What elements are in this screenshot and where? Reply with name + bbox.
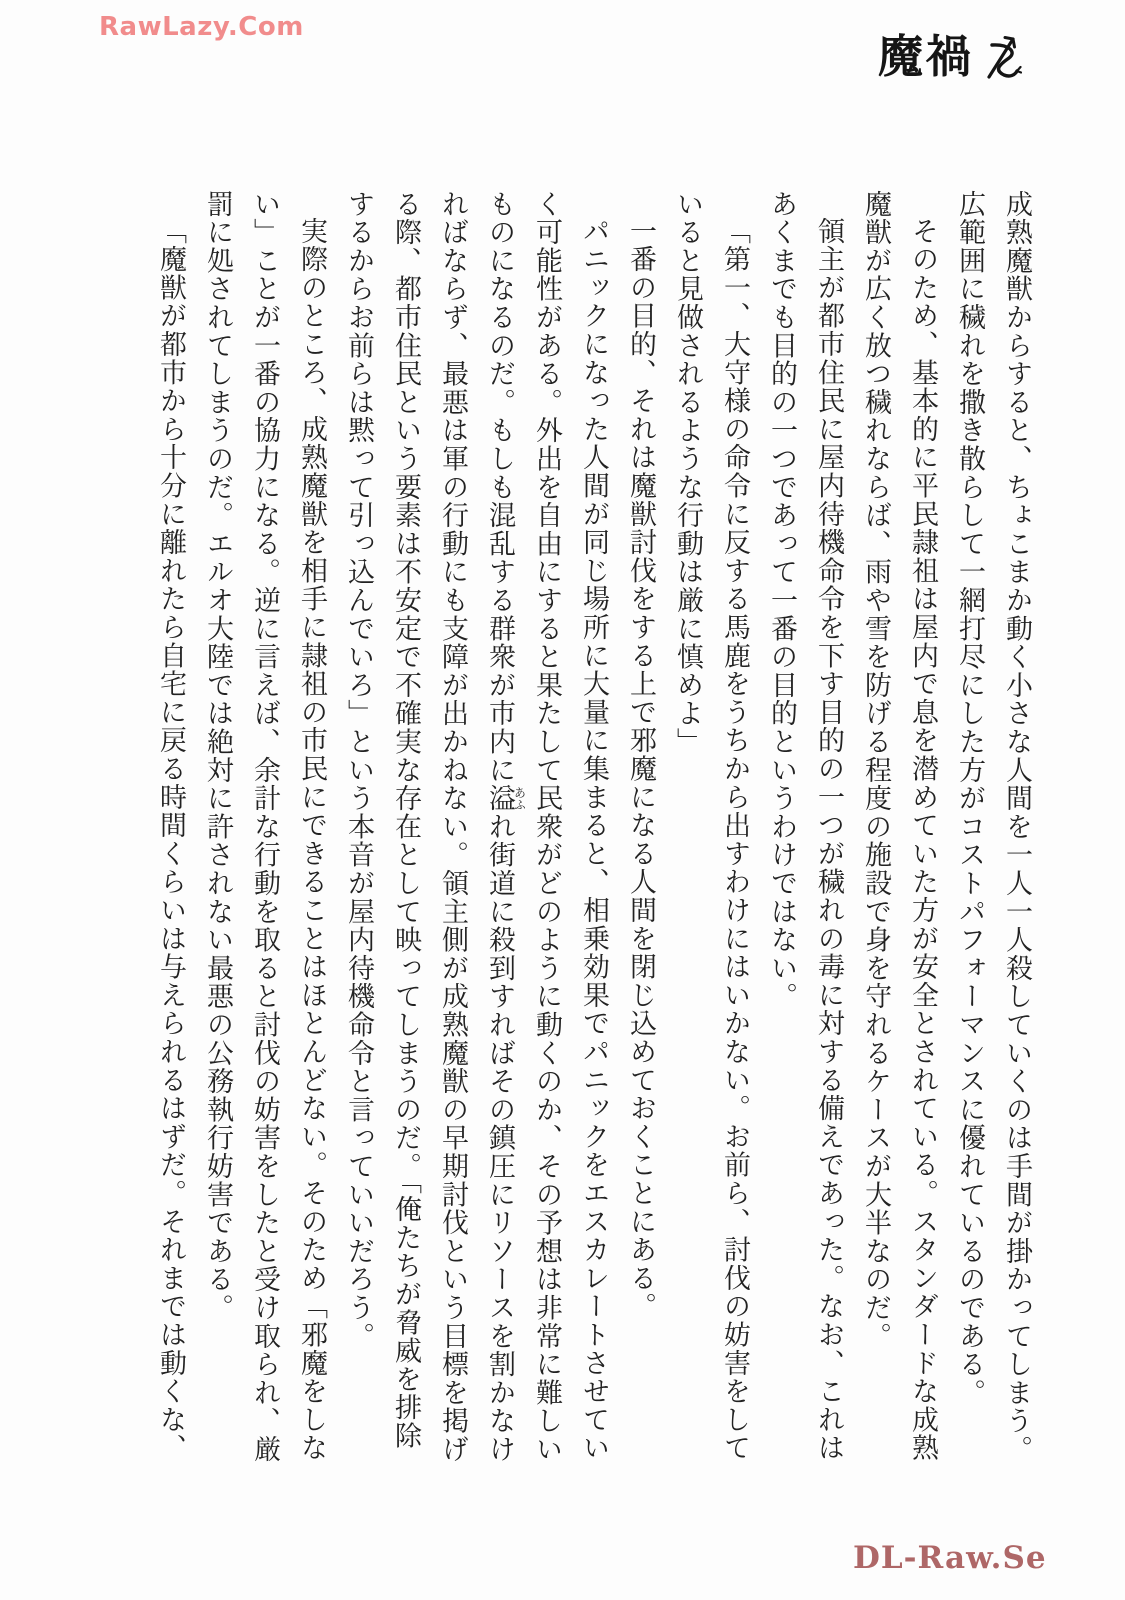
paragraph: 実際のところ、成熟魔獣を相手に隷祖の市民にできることはほとんどない。そのため「邪魔をしない」ことが一番の協力になる。逆に言えば、余計な行動を取ると討伐の妨害をしたと受け取られ、厳罰に処されてしまうのだ。エルオ大陸では絶対に許されない最悪の公務執行妨害である。 [202,190,327,1464]
paragraph: 一番の目的、それは魔獣討伐をする上で邪魔になる人間を閉じ込めておくことにある。 [625,217,656,1321]
watermark-rawlazy: RawLazy.Com [99,12,304,42]
ruby-annotated-word: 溢あふ [484,784,527,813]
series-logo [877,29,1022,83]
novel-body-text [147,190,1040,1468]
paragraph: パニックになった人間が同じ場所に大量に集まると、相乗効果でパニックをエスカレートさせていく可能性がある。外出を自由にすると果たして民衆がどのように動くのか、その予想は非常に難しいものになるのだ。もしも混乱する群衆が市内に溢あふれ街道に殺到すればその鎮圧にリソースを割かなければならず、最悪は軍の行動にも支障が出かねない。領主側が成熟魔獣の早期討伐という目標を掲げる際、都市住民という要素は不安定で不確実な存在として映ってしまうのだ。「俺たちが脅威を排除するからお前らは黙って引っ込んでいろ」という本音が屋内待機命令と言っていいだろう。 [343,190,609,1464]
series-logo-title: 魔禍 [877,29,974,83]
paragraph: 領主が都市住民に屋内待機命令を下す目的の一つが穢れの毒に対する備えであった。なお、これはあくまでも目的の一つであって一番の目的というわけではない。 [766,190,844,1463]
paragraph: そのため、基本的に平民隷祖は屋内で息を潜めていた方が安全とされている。スタンダードな成熟魔獣が広く放つ穢れならば、雨や雪を防げる程度の施設で身を守れるケースが大半なのだ。 [860,190,938,1463]
paragraph: 「魔獣が都市から十分に離れたら自宅に戻る時間くらいは与えられるはずだ。それまでは動くな、 [155,217,186,1463]
spear-snake-emblem-icon [982,32,1022,80]
watermark-dlraw: DL-Raw.Se [853,1540,1047,1576]
paragraph: 「第一、大守様の命令に反する馬鹿をうちから出すわけにはいかない。お前ら、討伐の妨害をしていると見做されるような行動は厳に慎めよ」 [672,190,750,1463]
paragraph: 成熟魔獣からすると、ちょこまか動く小さな人間を一人一人殺していくのは手間が掛かってしまう。広範囲に穢れを撒き散らして一網打尽にした方がコストパフォーマンスに優れているのである。 [954,190,1032,1464]
